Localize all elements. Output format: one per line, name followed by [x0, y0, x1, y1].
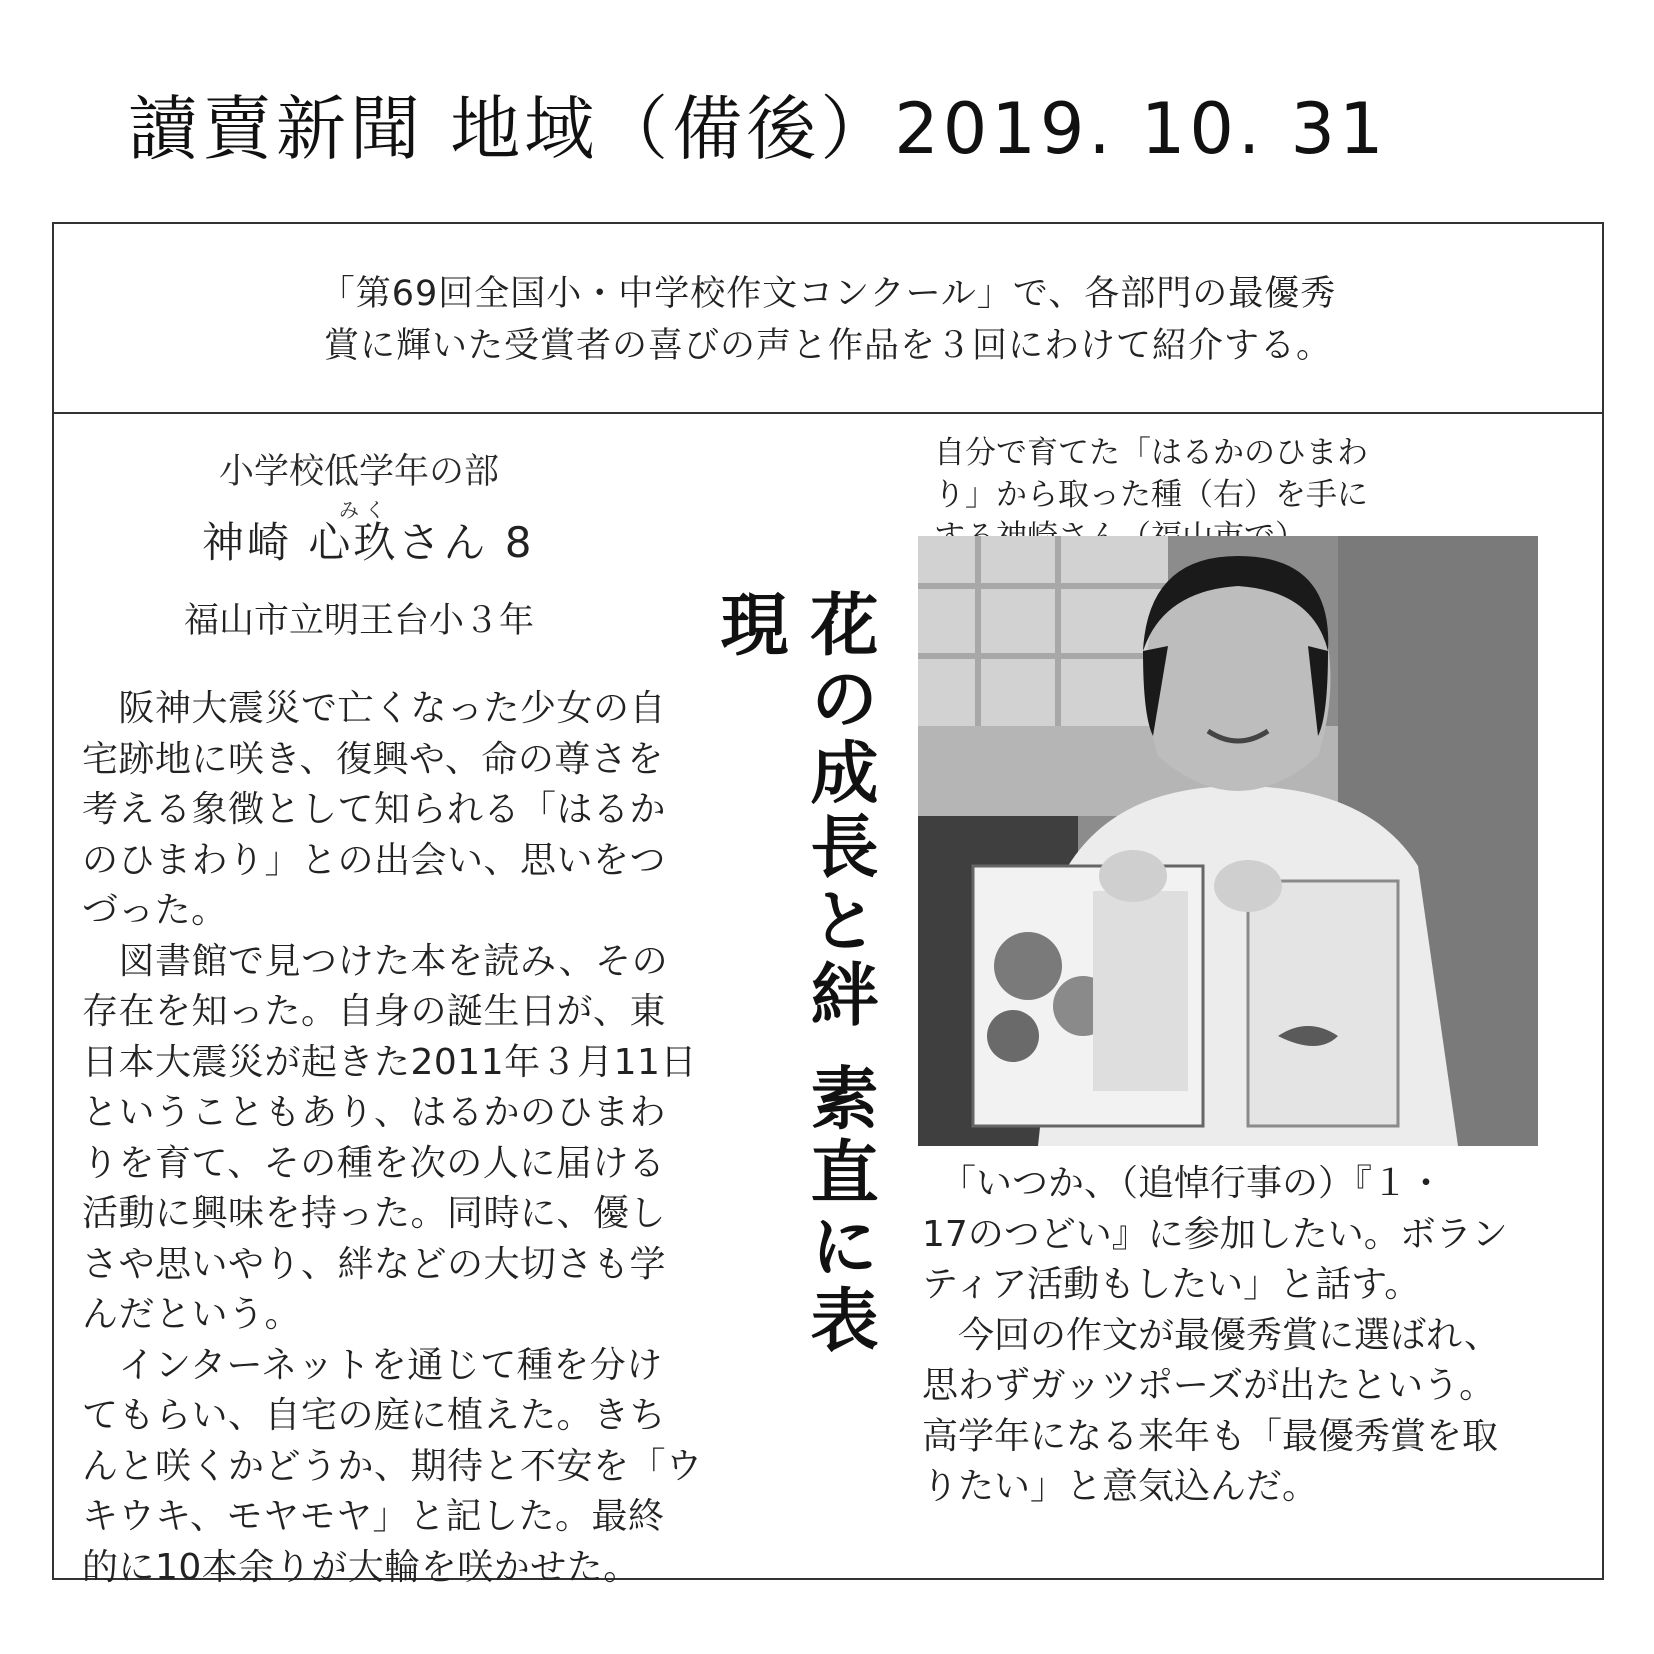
article-body-left — [82, 684, 742, 1593]
lead-line: 賞に輝いた受賞者の喜びの声と作品を３回にわけて紹介する。 — [323, 326, 1332, 366]
body-line: インターネットを通じて種を分け — [82, 1344, 663, 1386]
winner-name: 神崎 心玖さん 8 — [202, 518, 535, 567]
body-line: 17のつどい』に参加したい。ボラン — [922, 1213, 1508, 1255]
caption-line: り」から取った種（右）を手に — [934, 477, 1368, 513]
body-line: りを育て、その種を次の人に届ける — [82, 1142, 666, 1184]
body-line: ティア活動もしたい」と話す。 — [922, 1264, 1421, 1305]
photo-illustration — [918, 536, 1538, 1146]
body-line: キウキ、モヤモヤ」と記した。最終 — [82, 1496, 665, 1537]
body-line: ということもあり、はるかのひまわ — [82, 1092, 667, 1133]
body-line: 存在を知った。自身の誕生日が、東 — [82, 991, 667, 1032]
winner-school: 福山市立明王台小３年 — [184, 601, 535, 641]
body-line: んと咲くかどうか、期待と不安を「ウ — [82, 1445, 703, 1487]
article-lead — [54, 224, 1602, 414]
article-clipping — [52, 222, 1604, 1588]
body-line: 的に10本余りが大輪を咲かせた。 — [82, 1546, 640, 1588]
body-line: 思わずガッツポーズが出たという。 — [922, 1365, 1496, 1406]
body-line: てもらい、自宅の庭に植えた。きち — [82, 1395, 667, 1436]
body-line: 考える象徴として知られる「はるか — [82, 789, 667, 830]
body-line: 阪神大震災で亡くなった少女の自 — [82, 688, 667, 729]
body-line: 高学年になる来年も「最優秀賞を取 — [922, 1415, 1499, 1457]
body-line: りたい」と意気込んだ。 — [922, 1466, 1319, 1507]
body-line: 今回の作文が最優秀賞に選ばれ、 — [922, 1314, 1501, 1356]
article-headline: 花の成長と絆 素直に表現 — [709, 589, 879, 1359]
body-line: 図書館で見つけた本を読み、その — [82, 940, 669, 982]
division-label: 小学校低学年の部 — [219, 452, 500, 492]
body-line: さや思いやり、絆などの大切さも学 — [82, 1243, 667, 1285]
article-photo — [918, 536, 1538, 1146]
article-body-right — [922, 1159, 1542, 1513]
body-line: 宅跡地に咲き、復興や、命の尊さを — [82, 738, 664, 780]
body-line: 活動に興味を持った。同時に、優し — [82, 1193, 667, 1234]
caption-line: 自分で育てた「はるかのひまわ — [934, 435, 1368, 471]
body-line: んだという。 — [82, 1294, 302, 1335]
lead-line: 「第69回全国小・中学校作文コンクール」で、各部門の最優秀 — [319, 274, 1337, 314]
newspaper-source-date: 讀賣新聞 地域（備後）2019. 10. 31 — [128, 88, 1388, 170]
body-line: 「いつか、（追悼行事の）『１・ — [922, 1163, 1445, 1204]
body-line: 日本大震災が起きた2011年３月11日 — [82, 1041, 697, 1083]
body-line: のひまわり」との出会い、思いをつ — [82, 839, 667, 881]
body-line: づった。 — [82, 890, 228, 931]
name-reading: みく — [339, 498, 391, 522]
